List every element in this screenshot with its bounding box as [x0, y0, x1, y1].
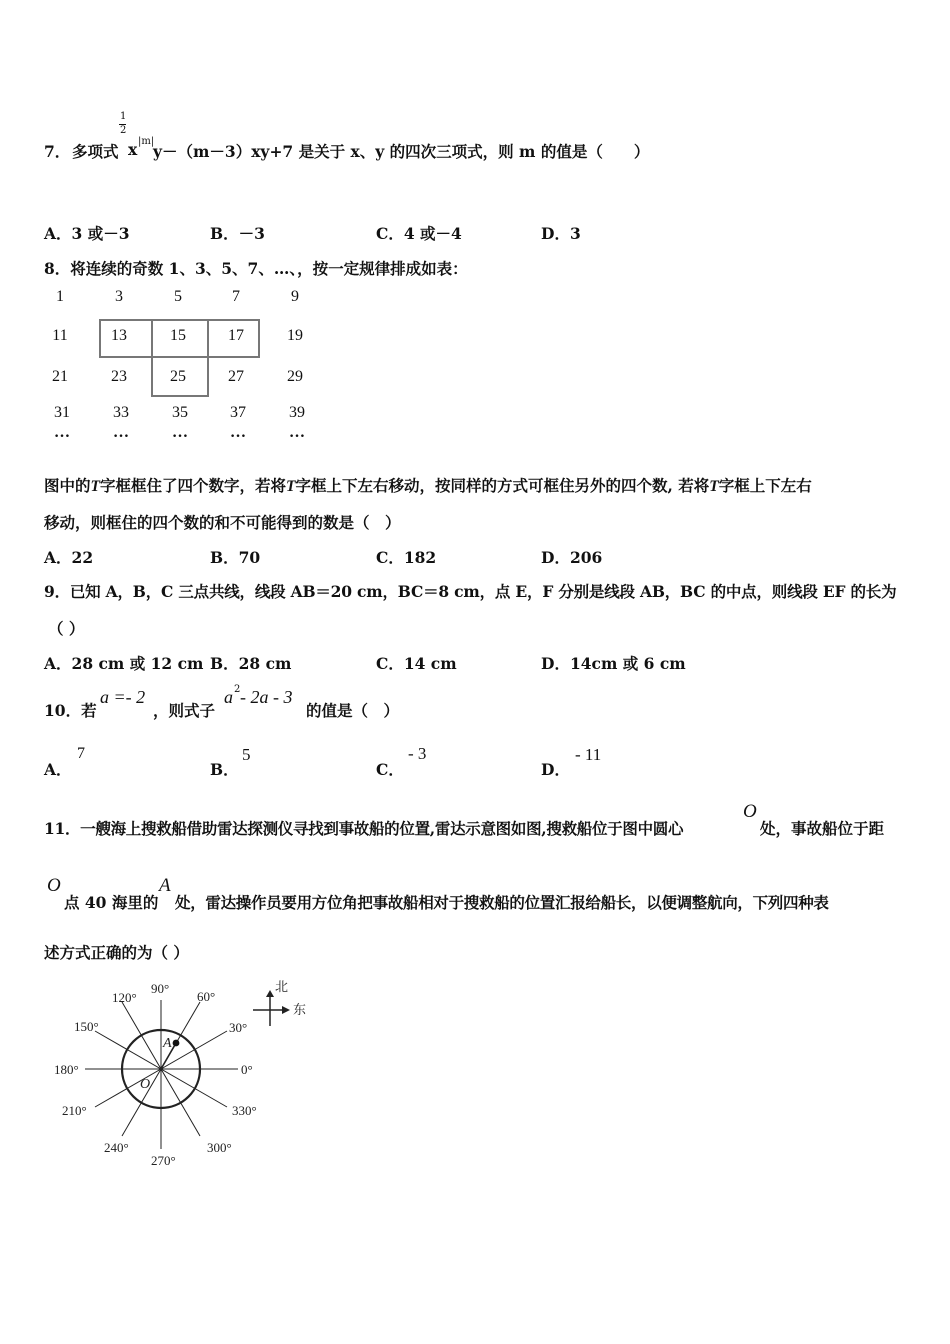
table-cell: 11 — [52, 327, 68, 344]
angle-label: 330° — [232, 1103, 257, 1118]
q11-text-line1-end: 处，事故船位于距 — [760, 819, 885, 838]
angle-label: 30° — [229, 1020, 248, 1035]
q10-option-d-value: - 11 — [575, 745, 602, 764]
point-A-label: A — [163, 1036, 172, 1051]
table-cell: 13 — [111, 327, 127, 344]
q9-option-a: A．28 cm 或 12 cm — [44, 654, 204, 673]
table-cell: … — [230, 424, 246, 441]
table-cell: 21 — [52, 368, 68, 385]
q9-text-line2: （ ） — [48, 619, 85, 638]
point-A-dot — [173, 1040, 180, 1047]
q11-A-symbol: A — [159, 875, 171, 896]
north-arrow-icon — [266, 990, 274, 997]
table-cell: 17 — [228, 327, 244, 344]
q11-O-symbol-2: O — [47, 875, 61, 896]
table-cell: 3 — [115, 288, 123, 305]
q10-option-a-value: 7 — [77, 745, 85, 762]
q10-condition: a =- 2 — [100, 687, 146, 707]
table-cell: 27 — [228, 368, 244, 385]
radar-diagram — [40, 970, 330, 1170]
q11-O-symbol: O — [743, 801, 757, 822]
q9-option-b: B．28 cm — [210, 654, 292, 673]
q9-option-d: D．14cm 或 6 cm — [541, 654, 686, 673]
q7-rest: y－（m－3）xy+7 是关于 x、y 的四次三项式，则 m 的值是（ ） — [153, 142, 650, 161]
table-cell: 23 — [111, 368, 127, 385]
angle-label: 90° — [151, 981, 170, 996]
east-arrow-icon — [282, 1006, 290, 1014]
q9-text-line1: 9．已知 A，B，C 三点共线，线段 AB＝20 cm，BC＝8 cm，点 E，F 分别是线段 AB，BC 的中点，则线段 EF 的长为 — [44, 582, 897, 601]
table-cell: … — [113, 424, 129, 441]
t-frame-box — [151, 319, 209, 358]
angle-label: 150° — [74, 1019, 99, 1034]
q7-exponent: |m| — [138, 136, 155, 147]
table-cell: … — [289, 424, 305, 441]
angle-label: 300° — [207, 1140, 232, 1155]
q7-frac-bot: 2 — [120, 125, 127, 136]
angle-label: 0° — [241, 1062, 253, 1077]
q8-option-d: D．206 — [541, 548, 603, 567]
q10-option-b-value: 5 — [242, 745, 251, 764]
q9-option-c: C．14 cm — [376, 654, 457, 673]
q8-text-line1: 图中的T字框框住了四个数字，若将T字框上下左右移动，按同样的方式可框住另外的四个数, 若将T字框上下左右 — [44, 476, 812, 495]
q7-prefix: 多项式 — [72, 142, 119, 161]
east-label: 东 — [293, 1002, 307, 1017]
t-frame-box — [99, 319, 153, 358]
q8-option-a: A．22 — [44, 548, 94, 567]
q7-x: x — [128, 140, 138, 159]
t-frame-box — [151, 356, 209, 397]
q10-option-a-label: A． — [44, 760, 72, 779]
q8-stem: 8．将连续的奇数 1、3、5、7、…、，按一定规律排成如表： — [44, 259, 468, 278]
center-O-label: O — [140, 1077, 151, 1092]
table-cell: … — [172, 424, 188, 441]
table-cell: 9 — [291, 288, 299, 305]
q11-text-line2-a: 点 40 海里的 — [64, 893, 159, 912]
q7-option-c: C．4 或－4 — [376, 224, 462, 243]
angle-label: 240° — [104, 1140, 129, 1155]
table-cell: 33 — [113, 404, 129, 421]
q10-suffix: 的值是（ ） — [306, 701, 400, 720]
q10-option-b-label: B． — [210, 760, 239, 779]
q10-expr-rest: - 2a - 3 — [240, 687, 293, 707]
table-cell: 25 — [170, 368, 186, 385]
table-cell: 39 — [289, 404, 305, 421]
q10-expr-exp: 2 — [234, 684, 241, 695]
angle-label: 60° — [197, 989, 216, 1004]
table-cell: … — [54, 424, 70, 441]
table-cell: 15 — [170, 327, 186, 344]
angle-label: 210° — [62, 1103, 87, 1118]
table-cell: 7 — [232, 288, 240, 305]
q10-option-d-label: D． — [541, 760, 570, 779]
q7-option-a: A．3 或－3 — [44, 224, 130, 243]
q7-option-d: D．3 — [541, 224, 581, 243]
table-cell: 31 — [54, 404, 70, 421]
angle-label: 120° — [112, 990, 137, 1005]
table-cell: 19 — [287, 327, 303, 344]
table-cell: 35 — [172, 404, 188, 421]
q8-text-line2: 移动，则框住的四个数的和不可能得到的数是（ ） — [44, 513, 401, 532]
q11-text-line1: 11．一艘海上搜救船借助雷达探测仪寻找到事故船的位置,雷达示意图如图,搜救船位于图中圆心 — [44, 819, 684, 838]
table-cell: 1 — [56, 288, 64, 305]
q8-option-c: C．182 — [376, 548, 437, 567]
q10-expr-a: a — [224, 687, 233, 707]
q8-option-b: B．70 — [210, 548, 261, 567]
q7-option-b: B．－3 — [210, 224, 265, 243]
q11-text-line3: 述方式正确的为（ ） — [44, 943, 189, 962]
q7-frac-top: 1 — [120, 111, 127, 122]
q10-mid: ，则式子 — [153, 701, 216, 720]
table-cell: 29 — [287, 368, 303, 385]
q11-text-line2-b: 处，雷达操作员要用方位角把事故船相对于搜救船的位置汇报给船长，以便调整航向，下列四种表 — [175, 893, 829, 912]
angle-label: 180° — [54, 1062, 79, 1077]
table-cell: 5 — [174, 288, 182, 305]
north-label: 北 — [275, 979, 289, 994]
t-frame-box — [207, 319, 260, 358]
q10-option-c-value: - 3 — [408, 744, 427, 763]
q10-number: 10．若 — [44, 701, 97, 720]
q10-option-c-label: C． — [376, 760, 404, 779]
table-cell: 37 — [230, 404, 246, 421]
angle-label: 270° — [151, 1153, 176, 1168]
q7-number: 7． — [44, 142, 71, 161]
